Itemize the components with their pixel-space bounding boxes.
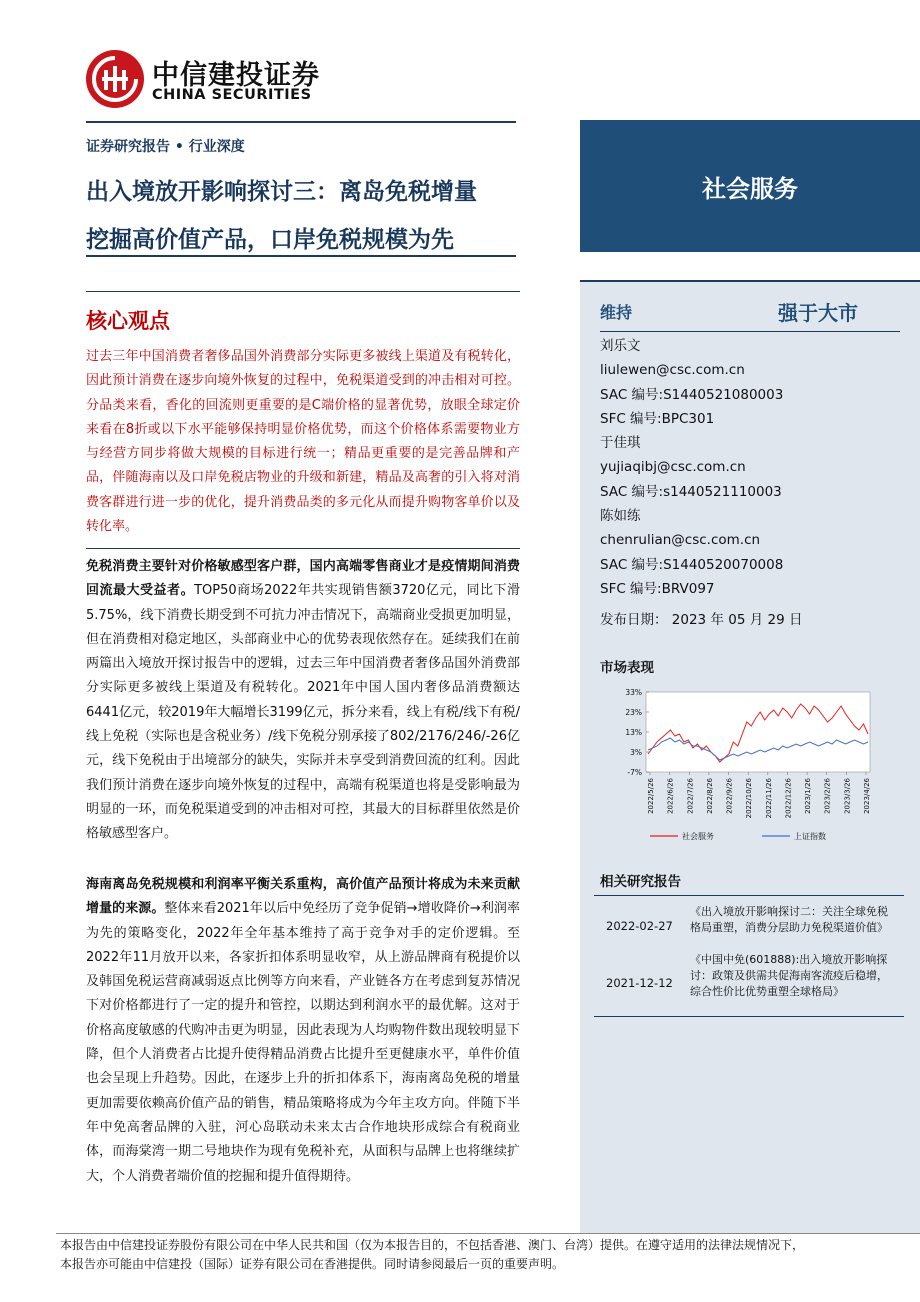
report-title-line1: 出入境放开影响探讨三：离岛免税增量 (86, 179, 477, 205)
disclaimer (60, 1236, 920, 1274)
x-tick-label: 2023/2/26 (823, 778, 832, 814)
x-tick-label: 2022/6/26 (666, 778, 675, 814)
legend-label: 上证指数 (794, 832, 826, 841)
x-tick-label: 2022/5/26 (647, 778, 655, 814)
legend-label: 社会服务 (682, 832, 714, 841)
logo-english-name: CHINA SECURITIES (152, 87, 312, 103)
csc-logo-icon (86, 50, 144, 108)
core-view-text: 过去三年中国消费者奢侈品国外消费部分实际更多被线上渠道及有税转化，因此预计消费在逐步向境外恢复的过程中，免税渠道受到的冲击相对可控。分品类来看，香化的回流则更重要的是C端价格的显著优势，放眼全球定价来看在8折或以下水平能够保持明显价格优势，而这个价格体系需要物业方与经营方同步将做大规模的目标进行统一；精品更重要的是完善品牌和产品，伴随海南以及口岸免税店物业的升级和新建，精品及高奢的引入将对消费客群进行进一步的优化，提升消费品类的多元化从而提升购物客单价以及转化率。 (86, 349, 520, 535)
y-tick-label: 33% (625, 688, 642, 697)
analyst-name: 于佳琪 (600, 435, 641, 452)
sector-label: 社会服务 (580, 120, 920, 252)
analyst-sfc: SFC 编号:BPC301 (600, 410, 715, 427)
analyst-sfc: SFC 编号:BRV097 (600, 580, 715, 597)
logo-chinese-name: 中信建投证券 (152, 60, 320, 91)
x-tick-label: 2022/9/26 (725, 778, 734, 814)
y-tick-label: 23% (625, 708, 642, 717)
y-tick-label: 3% (630, 748, 642, 757)
x-tick-label: 2022/8/26 (705, 778, 714, 814)
x-tick-label: 2022/11/26 (764, 778, 773, 819)
x-tick-label: 2022/7/26 (686, 778, 695, 814)
y-tick-label: -7% (627, 768, 642, 777)
market-performance-heading: 市场表现 (600, 660, 654, 676)
report-title (86, 168, 566, 264)
footer-divider (56, 1233, 920, 1234)
analyst-email: liulewen@csc.com.cn (600, 362, 745, 379)
analyst-email: chenrulian@csc.com.cn (600, 532, 761, 549)
disclaimer-line1: 本报告由中信建投证券股份有限公司在中华人民共和国（仅为本报告目的，不包括香港、澳门、台湾）提供。在遵守适用的法律法规情况下， (60, 1238, 805, 1252)
x-tick-label: 2022/12/26 (784, 778, 793, 819)
analyst-name: 刘乐文 (600, 338, 641, 354)
rating-divider (600, 331, 900, 332)
rating-value: 强于大市 (778, 301, 858, 325)
related-report-date: 2021-12-12 (606, 976, 673, 990)
y-tick-label: 13% (625, 728, 642, 737)
sidebar-top-rule (580, 280, 920, 282)
x-tick-label: 2023/4/26 (863, 778, 871, 814)
paragraph-2-body: 整体来看2021年以后中免经历了竞争促销→增收降价→利润率为先的策略变化，2022年全年基本维持了高于竞争对手的定价逻辑。至2022年11月放开以来，各家折扣体系明显收窄，从上游品牌商有税提价以及韩国免税运营商减弱返点比例等方向来看，产业链各方在考虑到复苏情况下对价格都进行了一定的提升和管控，以期达到利润水平的最优解。这对于价格高度敏感的代购冲击更为明显，因此表现为人均购物件数出现较明显下降，但个人消费者占比提升使得精品消费占比提升至更健康水平，单件价值也会呈现上升趋势。因此，在逐步上升的折扣体系下，海南离岛免税的增量更加需要依赖高价值产品的销售，精品策略将成为今年主攻方向。伴随下半年中免高奢品牌的入驻，河心岛联动未来太古合作地块形成综合有税商业体，而海棠湾一期二号地块作为现有免税补充，从面积与品牌上也将继续扩大，个人消费者端价值的挖掘和提升值得期待。 (86, 901, 520, 1184)
section-divider (86, 548, 520, 549)
analyst-list (600, 334, 900, 601)
paragraph-1-body: TOP50商场2022年共实现销售额3720亿元，同比下滑5.75%，线下消费长期受到不可抗力冲击情况下，高端商业受损更加明显，但在消费相对稳定地区，头部商业中心的优势表现依然存在。延续我们在前两篇出入境放开探讨报告中的逻辑，过去三年中国消费者奢侈品国外消费部分实际更多被线上渠道及有税转化。2021年中国人国内奢侈品消费额达6441亿元，较2019年大幅增长3199亿元，拆分来看，线上有税/线下有税/线上免税（实际也是含税业务）/线下免税分别承接了802/2176/246/-26亿元，线下免税由于出境部分的缺失，实际并未享受到消费回流的红利。因此我们预计消费在逐步向境外恢复的过程中，高端有税渠道也将是受影响最为明显的一环，而免税渠道受到的冲击相对可控，其最大的目标群里依然是价格敏感型客户。 (86, 583, 520, 842)
paragraph-1-lead: 免税消费主要针对价格敏感型客户群，国内高端零售商业才是疫情期间消费回流最大受益者。 (86, 559, 520, 599)
core-view-heading: 核心观点 (86, 309, 170, 333)
report-title-line2: 挖掘高价值产品，口岸免税规模为先 (86, 227, 454, 253)
title-divider (86, 255, 516, 257)
related-report-date: 2022-02-27 (606, 919, 673, 933)
analyst-sac: SAC 编号:s1440521110003 (600, 483, 782, 500)
x-tick-label: 2022/10/26 (745, 778, 754, 819)
analyst-name: 陈如练 (600, 508, 641, 525)
body-paragraph-1 (86, 555, 520, 847)
related-divider (594, 895, 904, 896)
rating-action: 维持 (600, 303, 633, 322)
related-report-title[interactable]: 《出入境放开影响探讨二：关注全球免税格局重塑，消费分层助力免税渠道价值》 (690, 905, 888, 934)
related-reports-heading: 相关研究报告 (600, 874, 681, 890)
report-type: 证券研究报告 • 行业深度 (86, 139, 245, 155)
x-tick-label: 2023/3/26 (843, 778, 852, 814)
related-bottom-divider (594, 1016, 904, 1017)
core-divider (86, 291, 520, 292)
company-logo (86, 50, 326, 112)
analyst-sac: SAC 编号:S1440520070008 (600, 556, 784, 573)
market-performance-chart (600, 680, 900, 850)
paragraph-2-lead: 海南离岛免税规模和利润率平衡关系重构，高价值产品预计将成为未来贡献增量的来源。 (86, 877, 520, 917)
header-divider (86, 121, 516, 123)
body-paragraph-2 (86, 873, 520, 1189)
chart-plot-area (646, 692, 870, 772)
chart-svg (600, 680, 900, 850)
x-tick-label: 2023/1/26 (804, 778, 813, 814)
publish-date: 发布日期： 2023 年 05 月 29 日 (600, 612, 803, 628)
analyst-sac: SAC 编号:S1440521080003 (600, 386, 784, 403)
disclaimer-line2: 本报告亦可能由中信建投（国际）证券有限公司在香港提供。同时请参阅最后一页的重要声明。 (60, 1257, 565, 1271)
analyst-email: yujiaqibj@csc.com.cn (600, 459, 746, 476)
related-report-title[interactable]: 《中国中免(601888):出入境放开影响探讨：政策及供需共促海南客流疫后稳增，综合性价比优势重塑全球格局》 (690, 953, 888, 998)
